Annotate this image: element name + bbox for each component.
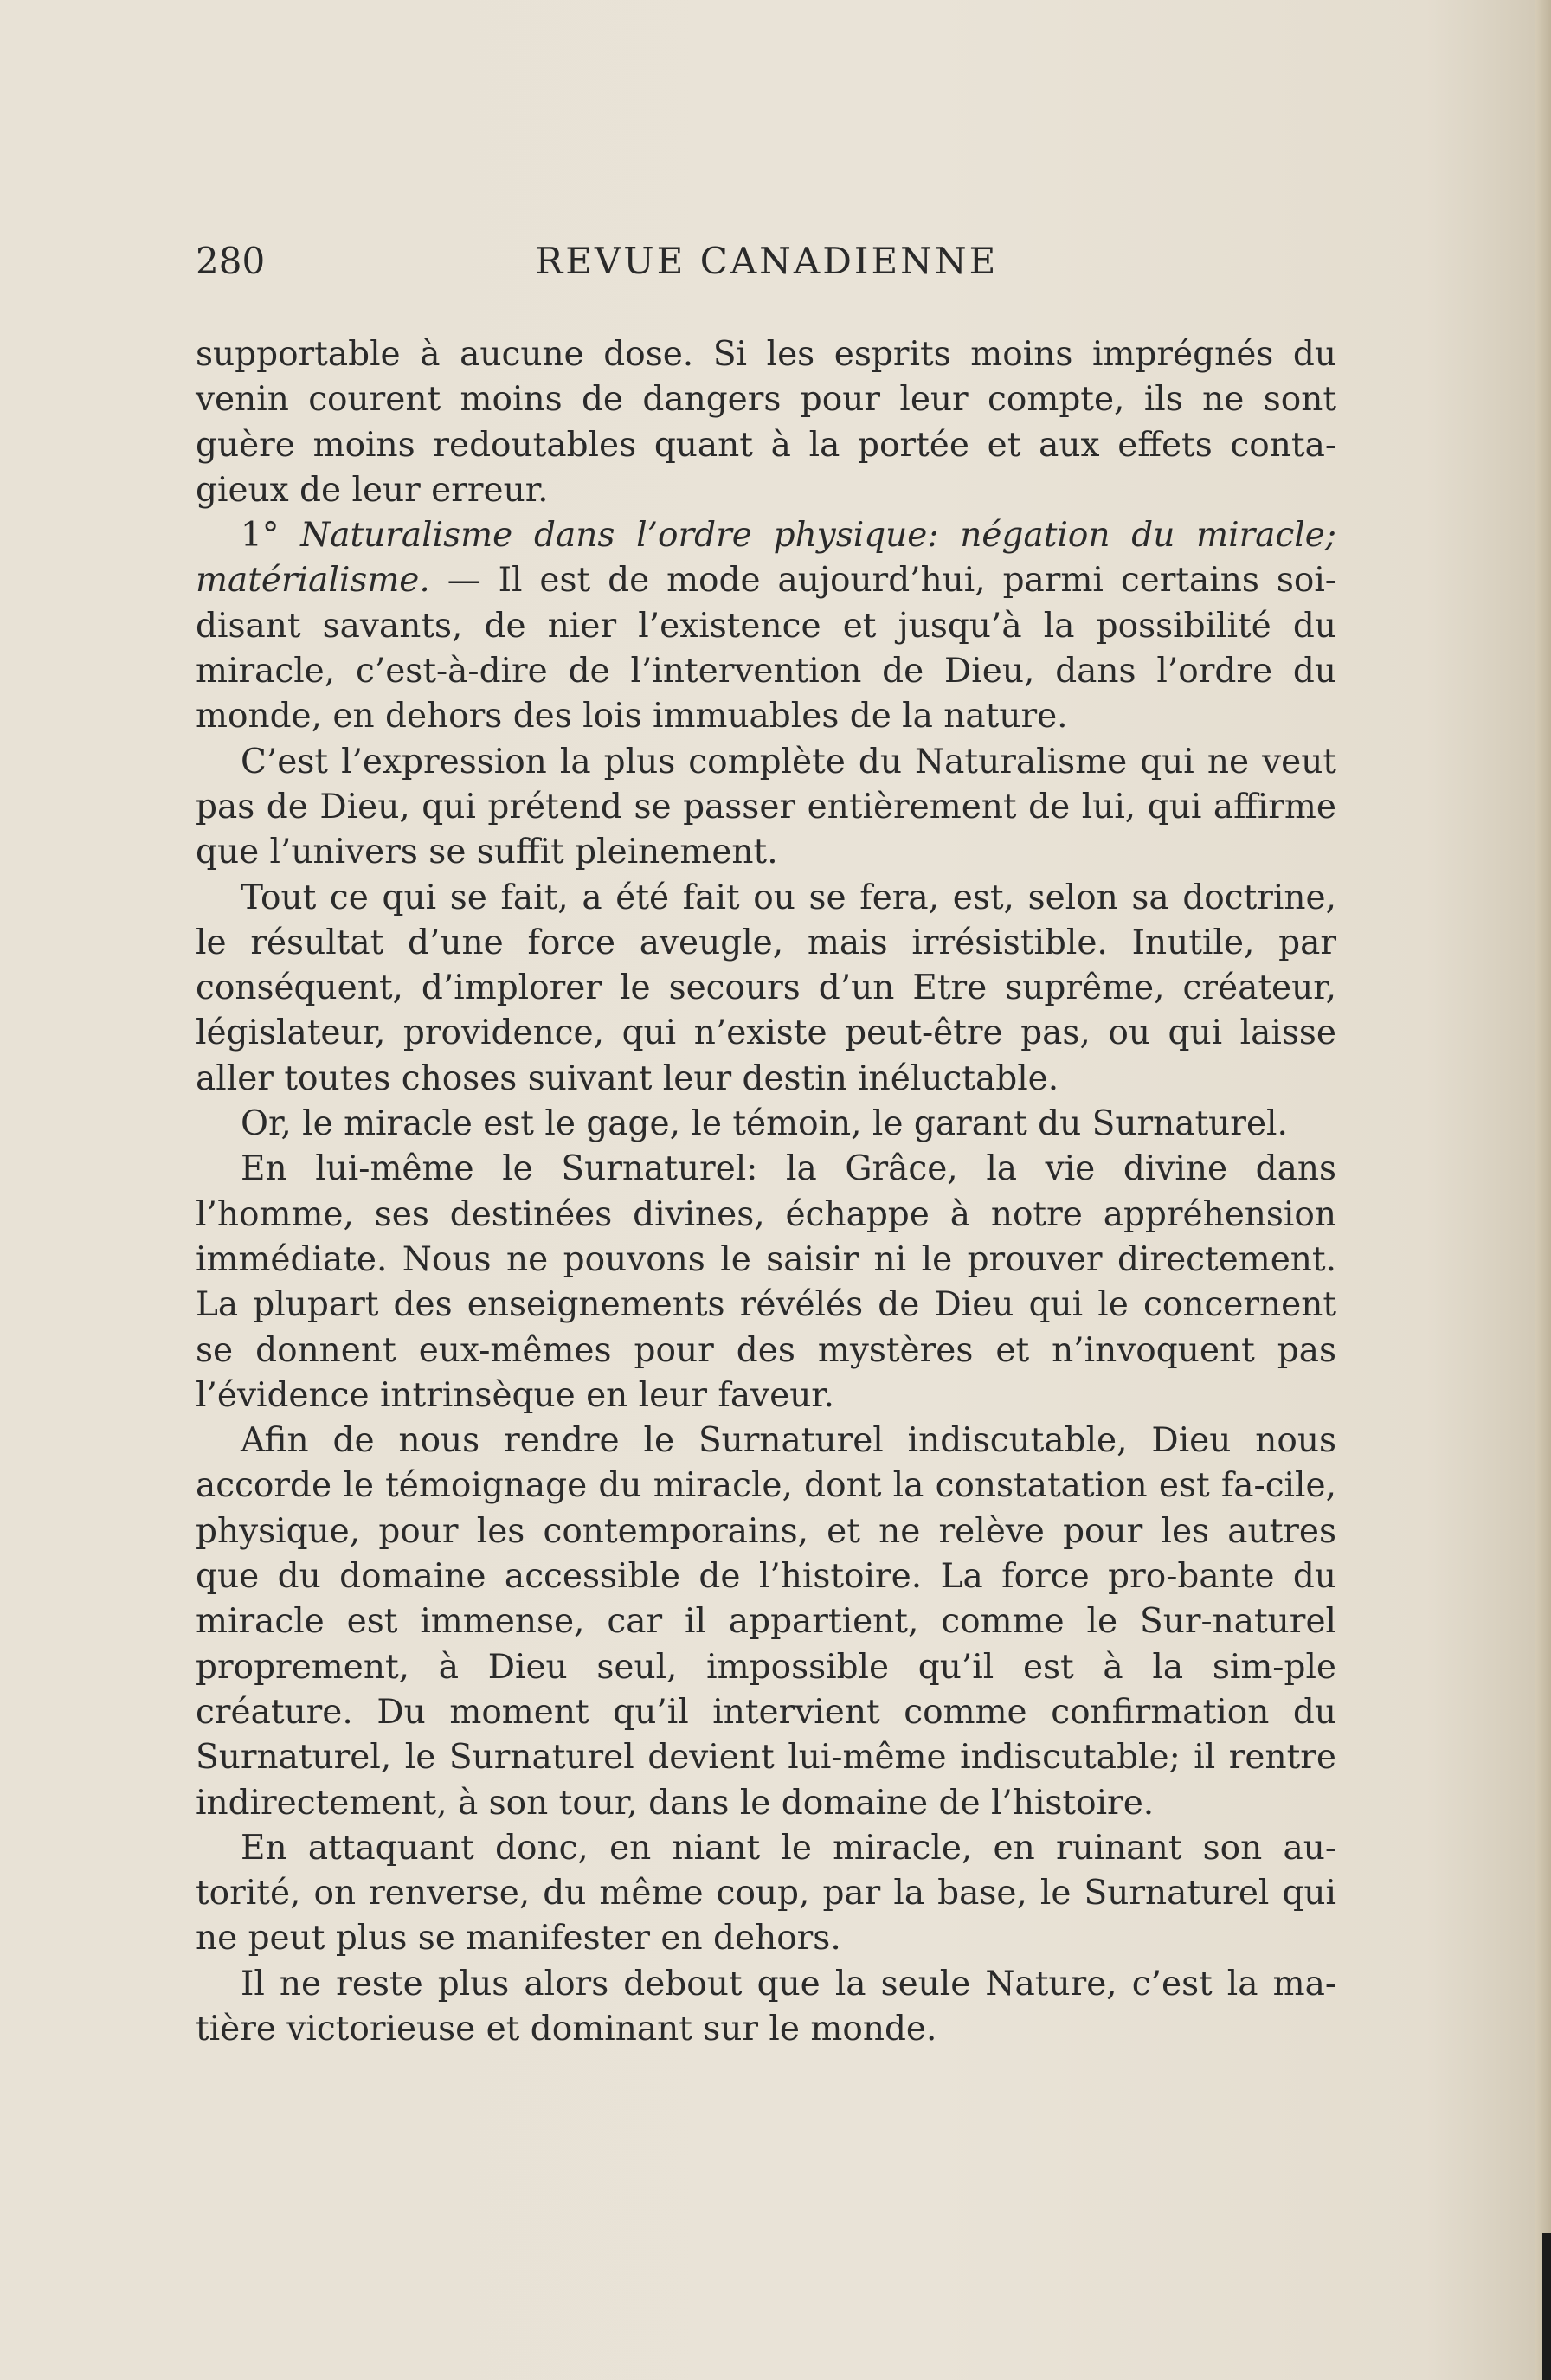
paragraph-4: Tout ce qui se fait, a été fait ou se fera, est, selon sa doctrine, le résultat d’une force aveugle, mais irrésistible. Inutile, par conséquent, d’implorer le secours d’un Etre suprême, créateur, législateur, providence, qui n’existe peut-être pas, ou qui laisse aller toutes choses suivant leur destin inéluctable.: [196, 878, 1336, 1098]
page-edge: [1535, 0, 1551, 2380]
page-header: [196, 235, 1338, 287]
page-number: 280: [196, 240, 266, 282]
body-text: [196, 332, 1336, 2052]
paragraph-8: En attaquant donc, en niant le miracle, en ruinant son au-torité, on renverse, du même coup, par la base, le Surnaturel qui ne peut plus se manifester en dehors.: [196, 1828, 1336, 1959]
page-edge-dark: [1542, 2233, 1551, 2380]
running-title: REVUE CANADIENNE: [535, 240, 999, 282]
paragraph-3: C’est l’expression la plus complète du Naturalisme qui ne veut pas de Dieu, qui prétend se passer entièrement de lui, qui affirme que l’univers se suffit pleinement.: [196, 742, 1336, 872]
section-heading: Naturalisme dans l’ordre physique: négation du miracle; matérialisme.: [196, 516, 1336, 601]
paragraph-1: supportable à aucune dose. Si les esprits moins imprégnés du venin courent moins de dangers pour leur compte, ils ne sont guère moins redoutables quant à la portée et aux effets conta-gieux de leur erreur.: [196, 335, 1336, 510]
paragraph-5: Or, le miracle est le gage, le témoin, le garant du Surnaturel.: [241, 1104, 1288, 1144]
paragraph-9: Il ne reste plus alors debout que la seule Nature, c’est la ma-tière victorieuse et dominant sur le monde.: [196, 1964, 1336, 2049]
paragraph-2: [196, 513, 1336, 739]
paragraph-6: En lui-même le Surnaturel: la Grâce, la vie divine dans l’homme, ses destinées divines, échappe à notre appréhension immédiate. Nous ne pouvons le saisir ni le prouver directement. La plupart des enseignements révélés de Dieu qui le concernent se donnent eux-mêmes pour des mystères et n’invoquent pas l’évidence intrinsèque en leur faveur.: [196, 1149, 1336, 1415]
paragraph-7: Afin de nous rendre le Surnaturel indiscutable, Dieu nous accorde le témoignage du miracle, dont la constatation est fa-cile, physique, pour les contemporains, et ne relève pour les autres que du domaine accessible de l’histoire. La force pro-bante du miracle est immense, car il appartient, comme le Sur-naturel proprement, à Dieu seul, impossible qu’il est à la sim-ple créature. Du moment qu’il intervient comme confirmation du Surnaturel, le Surnaturel devient lui-même indiscutable; il rentre indirectement, à son tour, dans le domaine de l’histoire.: [196, 1421, 1336, 1823]
section-number: 1°: [241, 516, 280, 556]
paragraph-2-text: — Il est de mode aujourd’hui, parmi certains soi-disant savants, de nier l’existence et jusqu’à la possibilité du miracle, c’est-à-dire de l’intervention de Dieu, dans l’ordre du monde, en dehors des lois immuables de la nature.: [196, 561, 1336, 737]
